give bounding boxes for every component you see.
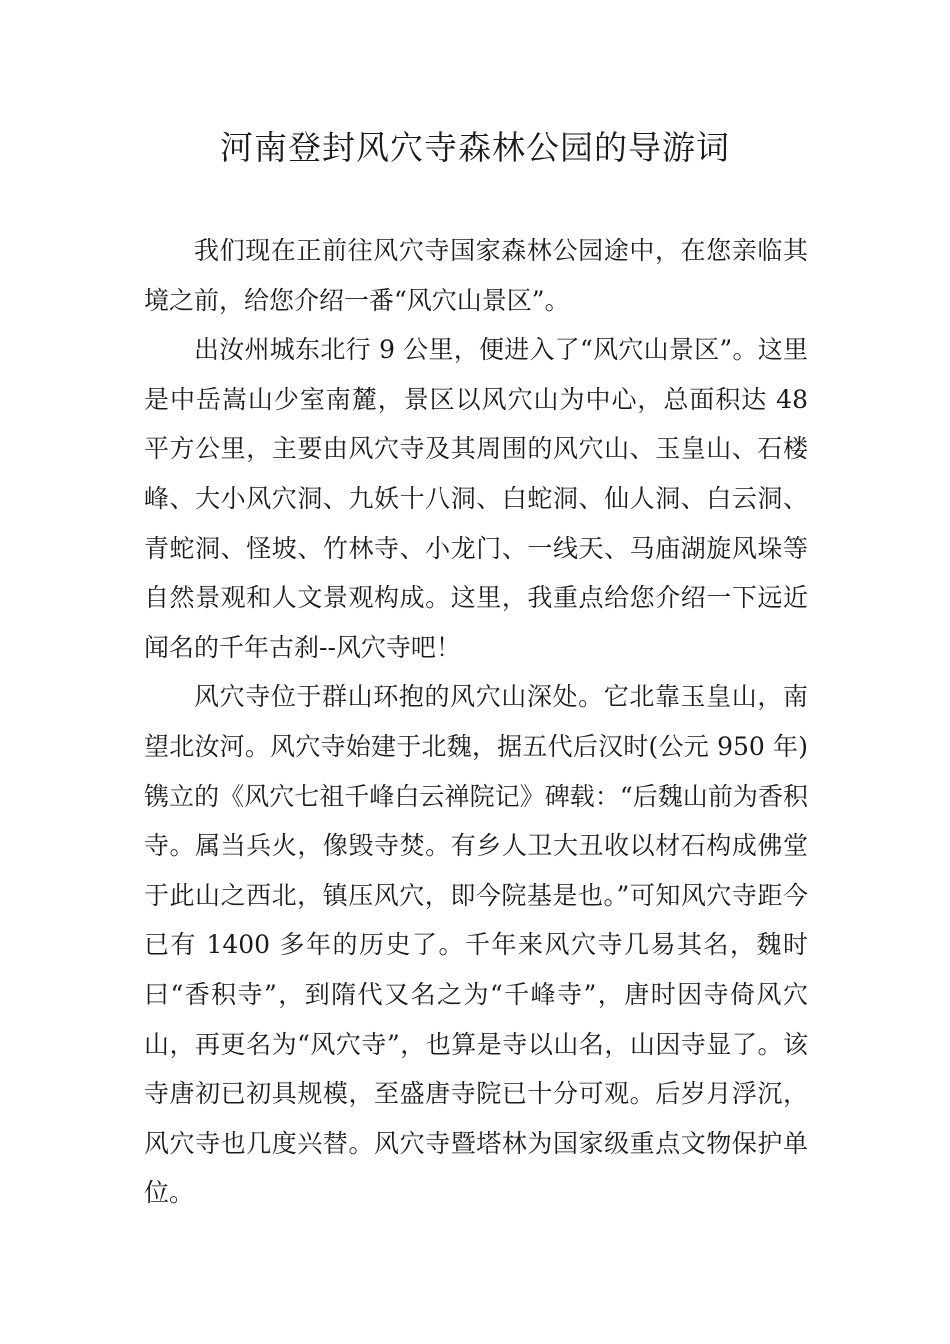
paragraph-scenic-area: 出汝州城东北行 9 公里，便进入了“风穴山景区”。这里是中岳嵩山少室南麓，景区以风穴山为中心，总面积达 48 平方公里，主要由风穴寺及其周围的风穴山、玉皇山、石楼峰、大小风穴洞、九妖十八洞、白蛇洞、仙人洞、白云洞、青蛇洞、怪坡、竹林寺、小龙门、一线天、马庙湖旋风垛等自然景观和人文景观构成。这里，我重点给您介绍一下远近闻名的千年古刹--风穴寺吧！ [144,335,808,662]
document-body [144,226,808,1218]
document-title: 河南登封风穴寺森林公园的导游词 [220,128,730,167]
paragraph-intro: 我们现在正前往风穴寺国家森林公园途中，在您亲临其境之前，给您介绍一番“风穴山景区”。 [144,236,808,315]
paragraph-temple-history: 风穴寺位于群山环抱的风穴山深处。它北靠玉皇山，南望北汝河。风穴寺始建于北魏，据五代后汉时(公元 950 年)镌立的《风穴七祖千峰白云禅院记》碑载：“后魏山前为香积寺。属当兵火，像毁寺焚。有乡人卫大丑收以材石构成佛堂于此山之西北，镇压风穴，即今院基是也。”可知风穴寺距今已有 1400 多年的历史了。千年来风穴寺几易其名，魏时曰“香积寺”，到隋代又名之为“千峰寺”，唐时因寺倚风穴山，再更名为“风穴寺”，也算是寺以山名，山因寺显了。该寺唐初已初具规模，至盛唐寺院已十分可观。后岁月浮沉，风穴寺也几度兴替。风穴寺暨塔林为国家级重点文物保护单位。 [144,682,808,1208]
